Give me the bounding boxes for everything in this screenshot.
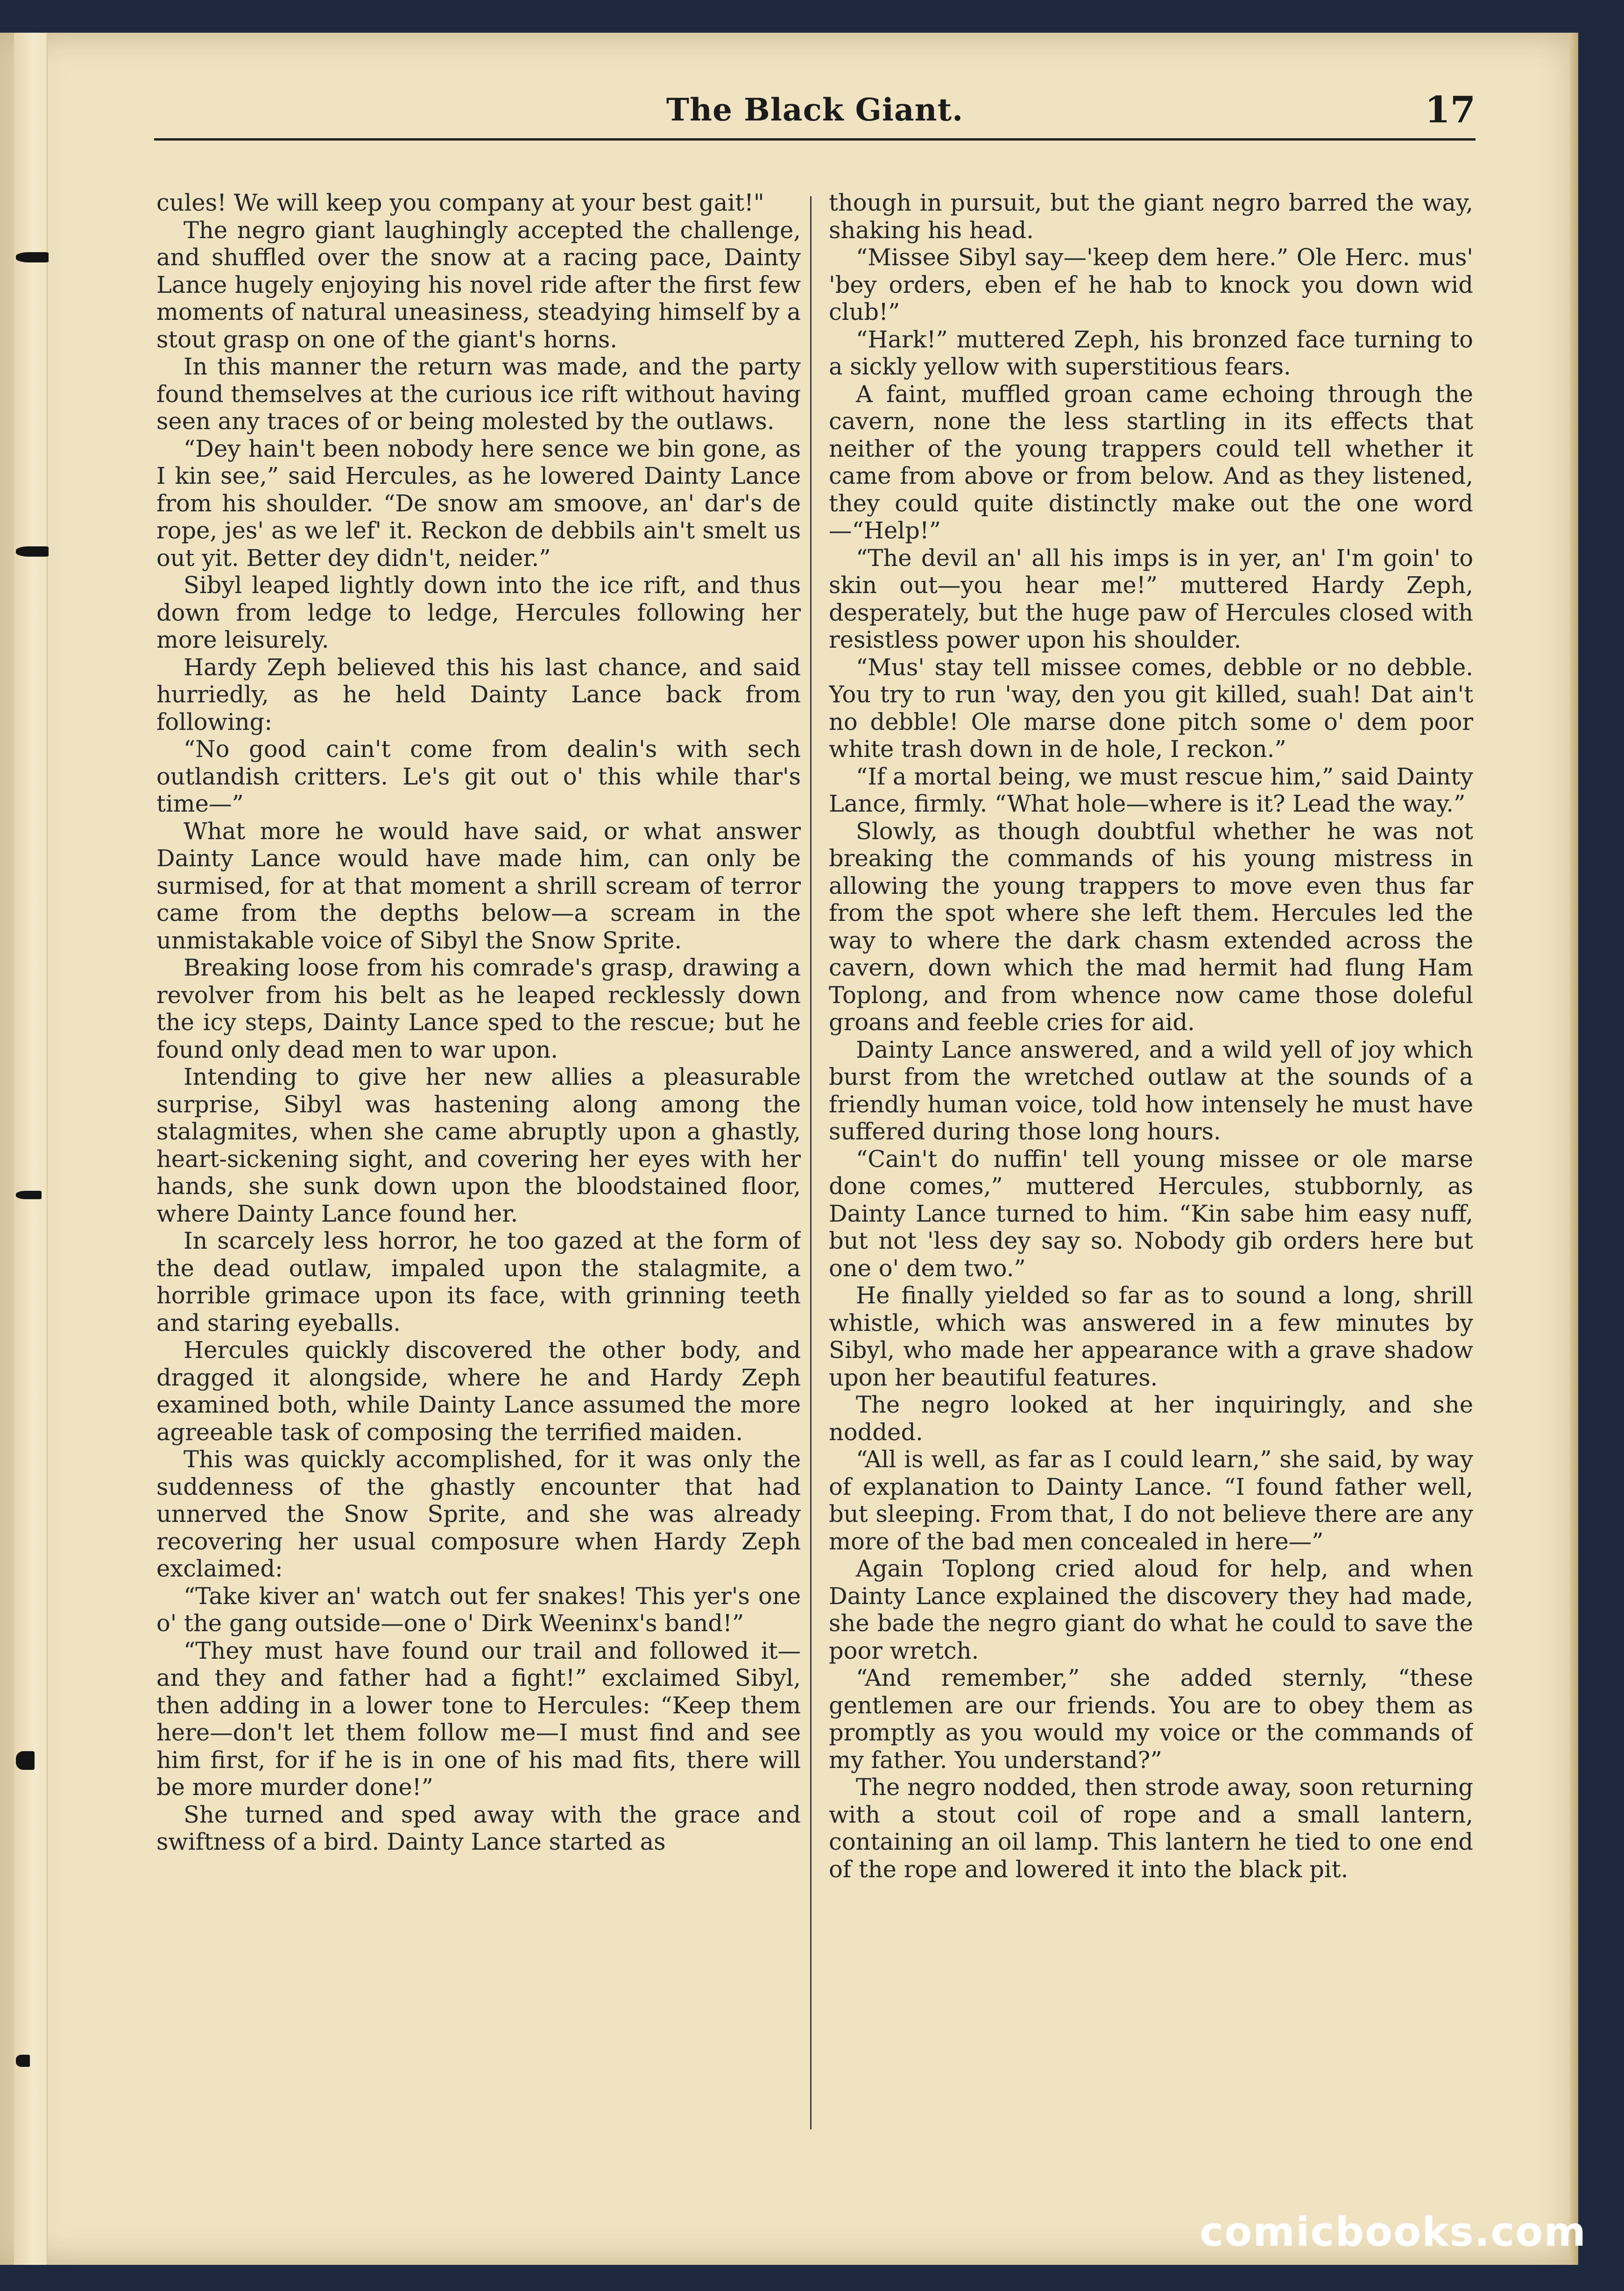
page-gutter	[14, 33, 48, 2265]
binding-staple-mark	[16, 546, 49, 557]
paragraph: Again Toplong cried aloud for help, and when Dainty Lance explained the discovery they had made, she bade the negro giant do what he could to save the poor wretch.	[829, 1555, 1473, 1664]
binding-staple-mark	[16, 252, 49, 262]
binding-staple-mark	[16, 2055, 30, 2067]
paragraph: She turned and sped away with the grace and swiftness of a bird. Dainty Lance started as	[156, 1801, 801, 1855]
paragraph: Dainty Lance answered, and a wild yell of joy which burst from the wretched outlaw at the sounds of a friendly human voice, told how intensely he must have suffered during those long hours.	[829, 1036, 1473, 1145]
paragraph: This was quickly accomplished, for it was only the suddenness of the ghastly encounter that had unnerved the Snow Sprite, and she was already recovering her usual composure when Hardy Zeph exclaimed:	[156, 1446, 801, 1582]
paragraph: A faint, muffled groan came echoing through the cavern, none the less startling in its effects that neither of the young trappers could tell whether it came from above or from below. And as they listened, they could quite distinctly make out the one word—“Help!”	[829, 380, 1473, 544]
paragraph: “They must have found our trail and followed it—and they and father had a fight!” exclaimed Sibyl, then adding in a lower tone to Hercules: “Keep them here—don't let them follow me—I must find and see him first, for if he is in one of his mad fits, there will be more murder done!”	[156, 1637, 801, 1801]
paragraph: Intending to give her new allies a pleasurable surprise, Sibyl was hastening along among the stalagmites, when she came abruptly upon a ghastly, heart-sickening sight, and covering her eyes with her hands, she sunk down upon the bloodstained floor, where Dainty Lance found her.	[156, 1063, 801, 1227]
paragraph: “Take kiver an' watch out fer snakes! This yer's one o' the gang outside—one o' Dirk Weeninx's band!”	[156, 1582, 801, 1637]
paragraph: Sibyl leaped lightly down into the ice rift, and thus down from ledge to ledge, Hercules following her more leisurely.	[156, 572, 801, 653]
paragraph: Hardy Zeph believed this his last chance, and said hurriedly, as he held Dainty Lance back from following:	[156, 653, 801, 735]
paragraph: “Cain't do nuffin' tell young missee or ole marse done comes,” muttered Hercules, stubbornly, as Dainty Lance turned to him. “Kin sabe him easy nuff, but not 'less dey say so. Nobody gib orders here but one o' dem two.”	[829, 1145, 1473, 1282]
paragraph: He finally yielded so far as to sound a long, shrill whistle, which was answered in a few minutes by Sibyl, who made her appearance with a grave shadow upon her beautiful features.	[829, 1282, 1473, 1391]
paragraph: “Missee Sibyl say—'keep dem here.” Ole Herc. mus' 'bey orders, eben ef he hab to knock you down wid club!”	[829, 244, 1473, 325]
left-text-column	[156, 189, 801, 2146]
paragraph: Slowly, as though doubtful whether he was not breaking the commands of his young mistress in allowing the young trappers to move even thus far from the spot where she left them. Hercules led the way to where the dark chasm extended across the cavern, down which the mad hermit had flung Ham Toplong, and from whence now came those doleful groans and feeble cries for aid.	[829, 817, 1473, 1036]
paragraph: Breaking loose from his comrade's grasp, drawing a revolver from his belt as he leaped recklessly down the icy steps, Dainty Lance sped to the rescue; but he found only dead men to war upon.	[156, 954, 801, 1063]
paragraph: cules! We will keep you company at your best gait!"	[156, 189, 764, 216]
paragraph: “Hark!” muttered Zeph, his bronzed face turning to a sickly yellow with superstitious fears.	[829, 325, 1473, 380]
paragraph: “If a mortal being, we must rescue him,” said Dainty Lance, firmly. “What hole—where is it? Lead the way.”	[829, 763, 1473, 817]
page-edge	[1570, 33, 1578, 2265]
page-number: 17	[1425, 89, 1476, 131]
running-title: The Black Giant.	[666, 92, 964, 128]
paragraph: The negro looked at her inquiringly, and she nodded.	[829, 1391, 1473, 1446]
paragraph: “Dey hain't been nobody here sence we bin gone, as I kin see,” said Hercules, as he lowered Dainty Lance from his shoulder. “De snow am smoove, an' dar's de rope, jes' as we lef' it. Reckon de debbils ain't smelt us out yit. Better dey didn't, neider.”	[156, 435, 801, 572]
site-watermark: comicbooks.com	[1200, 2209, 1587, 2256]
paragraph: In scarcely less horror, he too gazed at the form of the dead outlaw, impaled upon the stalagmite, a horrible grimace upon its face, with grinning teeth and staring eyeballs.	[156, 1227, 801, 1336]
paragraph: “The devil an' all his imps is in yer, an' I'm goin' to skin out—you hear me!” muttered Hardy Zeph, desperately, but the huge paw of Hercules closed with resistless power upon his shoulder.	[829, 544, 1473, 653]
paragraph: “No good cain't come from dealin's with sech outlandish critters. Le's git out o' this while thar's time—”	[156, 735, 801, 817]
paragraph: “All is well, as far as I could learn,” she said, by way of explanation to Dainty Lance. “I found father well, but sleeping. From that, I do not believe there are any more of the bad men concealed in here—”	[829, 1446, 1473, 1555]
paragraph: The negro nodded, then strode away, soon returning with a stout coil of rope and a small lantern, containing an oil lamp. This lantern he tied to one end of the rope and lowered it into the black pit.	[829, 1774, 1473, 1883]
binding-staple-mark	[16, 1191, 42, 1199]
paragraph: “Mus' stay tell missee comes, debble or no debble. You try to run 'way, den you git killed, suah! Dat ain't no debble! Ole marse done pitch some o' dem poor white trash down in de hole, I reckon.”	[829, 653, 1473, 763]
paragraph: In this manner the return was made, and the party found themselves at the curious ice rift without having seen any traces of or being molested by the outlaws.	[156, 353, 801, 435]
right-text-column	[829, 189, 1473, 2146]
page-header	[154, 82, 1476, 141]
paragraph: The negro giant laughingly accepted the challenge, and shuffled over the snow at a racing pace, Dainty Lance hugely enjoying his novel ride after the first few moments of natural uneasiness, steadying himself by a stout grasp on one of the giant's horns.	[156, 216, 801, 353]
column-divider	[810, 196, 812, 2129]
paragraph: What more he would have said, or what answer Dainty Lance would have made him, can only be surmised, for at that moment a shrill scream of terror came from the depths below—a scream in the unmistakable voice of Sibyl the Snow Sprite.	[156, 817, 801, 954]
paragraph: though in pursuit, but the giant negro barred the way, shaking his head.	[829, 189, 1473, 244]
binding-staple-mark	[16, 1751, 35, 1770]
paragraph: Hercules quickly discovered the other body, and dragged it alongside, where he and Hardy Zeph examined both, while Dainty Lance assumed the more agreeable task of composing the terrified maiden.	[156, 1336, 801, 1446]
paragraph: “And remember,” she added sternly, “these gentlemen are our friends. You are to obey them as promptly as you would my voice or the commands of my father. You understand?”	[829, 1664, 1473, 1774]
